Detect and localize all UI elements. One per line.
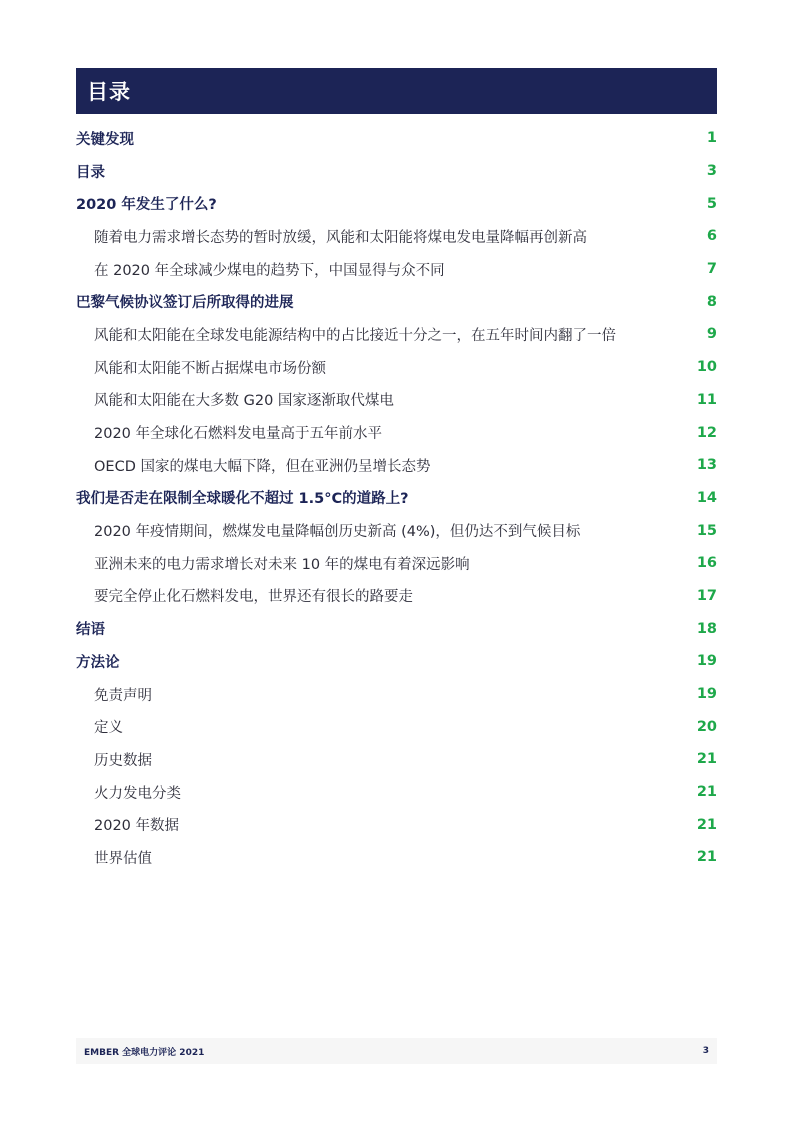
toc-entry-title: 2020 年疫情期间，燃煤发电量降幅创历史新高 (4%)，但仍达不到气候目标 xyxy=(94,524,581,541)
toc-entry-subsection[interactable] xyxy=(76,580,717,613)
toc-entry-title: 目录 xyxy=(76,164,105,181)
toc-entry-title: 风能和太阳能在全球发电能源结构中的占比接近十分之一，在五年时间内翻了一倍 xyxy=(94,327,616,344)
toc-entry-subsection[interactable] xyxy=(76,514,717,547)
toc-entry-page-number: 19 xyxy=(696,653,717,670)
toc-entry-title: 定义 xyxy=(94,720,123,737)
toc-entry-section[interactable] xyxy=(76,482,717,515)
page-title: 目录 xyxy=(87,80,131,104)
toc-entry-title: 火力发电分类 xyxy=(94,785,181,802)
footer-publication-title: EMBER 全球电力评论 2021 xyxy=(84,1047,205,1058)
toc-entry-title: 关键发现 xyxy=(76,131,134,148)
toc-entry-page-number: 11 xyxy=(696,391,717,408)
toc-entry-page-number: 21 xyxy=(696,849,717,866)
toc-entry-section[interactable] xyxy=(76,155,717,188)
toc-header-bar xyxy=(76,68,717,114)
toc-entry-title: 风能和太阳能在大多数 G20 国家逐渐取代煤电 xyxy=(94,393,394,410)
toc-entry-page-number: 21 xyxy=(696,784,717,801)
toc-entry-page-number: 16 xyxy=(696,555,717,572)
toc-entry-section[interactable] xyxy=(76,285,717,318)
toc-entry-page-number: 1 xyxy=(706,130,717,147)
toc-entry-title: 我们是否走在限制全球暖化不超过 1.5°C的道路上? xyxy=(76,491,409,508)
toc-entry-page-number: 15 xyxy=(696,522,717,539)
toc-entry-title: 2020 年发生了什么? xyxy=(76,197,217,214)
toc-entry-title: 亚洲未来的电力需求增长对未来 10 年的煤电有着深远影响 xyxy=(94,556,470,573)
toc-entry-subsection[interactable] xyxy=(76,547,717,580)
toc-entry-page-number: 3 xyxy=(706,163,717,180)
toc-entry-page-number: 21 xyxy=(696,816,717,833)
toc-entry-title: 结语 xyxy=(76,622,105,639)
toc-entry-section[interactable] xyxy=(76,612,717,645)
toc-entry-subsection[interactable] xyxy=(76,416,717,449)
toc-entry-page-number: 6 xyxy=(706,228,717,245)
toc-entry-subsection[interactable] xyxy=(76,841,717,874)
toc-entry-title: 巴黎气候协议签订后所取得的进展 xyxy=(76,295,294,312)
toc-entry-subsection[interactable] xyxy=(76,351,717,384)
page-footer xyxy=(76,1038,717,1064)
toc-entry-title: 随着电力需求增长态势的暂时放缓，风能和太阳能将煤电发电量降幅再创新高 xyxy=(94,229,587,246)
toc-entry-title: 要完全停止化石燃料发电，世界还有很长的路要走 xyxy=(94,589,413,606)
toc-entry-subsection[interactable] xyxy=(76,220,717,253)
toc-entry-page-number: 14 xyxy=(696,489,717,506)
toc-entry-title: 方法论 xyxy=(76,654,120,671)
toc-entry-subsection[interactable] xyxy=(76,776,717,809)
toc-entry-subsection[interactable] xyxy=(76,253,717,286)
toc-entry-title: 2020 年数据 xyxy=(94,818,180,835)
toc-entry-subsection[interactable] xyxy=(76,678,717,711)
toc-entry-title: 历史数据 xyxy=(94,752,152,769)
toc-entry-page-number: 13 xyxy=(696,457,717,474)
toc-entry-page-number: 5 xyxy=(706,195,717,212)
toc-entry-page-number: 8 xyxy=(706,293,717,310)
footer-page-number: 3 xyxy=(702,1046,709,1056)
toc-entry-section[interactable] xyxy=(76,122,717,155)
toc-entry-page-number: 9 xyxy=(706,326,717,343)
toc-entry-subsection[interactable] xyxy=(76,449,717,482)
toc-entry-title: OECD 国家的煤电大幅下降，但在亚洲仍呈增长态势 xyxy=(94,458,431,475)
toc-entry-title: 在 2020 年全球减少煤电的趋势下，中国显得与众不同 xyxy=(94,262,445,279)
toc-entry-subsection[interactable] xyxy=(76,318,717,351)
toc-entry-page-number: 20 xyxy=(696,718,717,735)
toc-entry-page-number: 21 xyxy=(696,751,717,768)
toc-entry-title: 风能和太阳能不断占据煤电市场份额 xyxy=(94,360,326,377)
toc-entry-page-number: 12 xyxy=(696,424,717,441)
toc-entry-page-number: 17 xyxy=(696,587,717,604)
table-of-contents xyxy=(76,122,717,874)
toc-entry-title: 2020 年全球化石燃料发电量高于五年前水平 xyxy=(94,426,383,443)
toc-entry-subsection[interactable] xyxy=(76,743,717,776)
toc-entry-page-number: 10 xyxy=(696,359,717,376)
toc-entry-title: 免责声明 xyxy=(94,687,152,704)
toc-entry-page-number: 18 xyxy=(696,620,717,637)
toc-entry-subsection[interactable] xyxy=(76,808,717,841)
toc-entry-subsection[interactable] xyxy=(76,710,717,743)
toc-entry-page-number: 19 xyxy=(696,686,717,703)
toc-entry-subsection[interactable] xyxy=(76,384,717,417)
toc-entry-title: 世界估值 xyxy=(94,850,152,867)
toc-entry-section[interactable] xyxy=(76,645,717,678)
toc-entry-section[interactable] xyxy=(76,187,717,220)
toc-entry-page-number: 7 xyxy=(706,261,717,278)
